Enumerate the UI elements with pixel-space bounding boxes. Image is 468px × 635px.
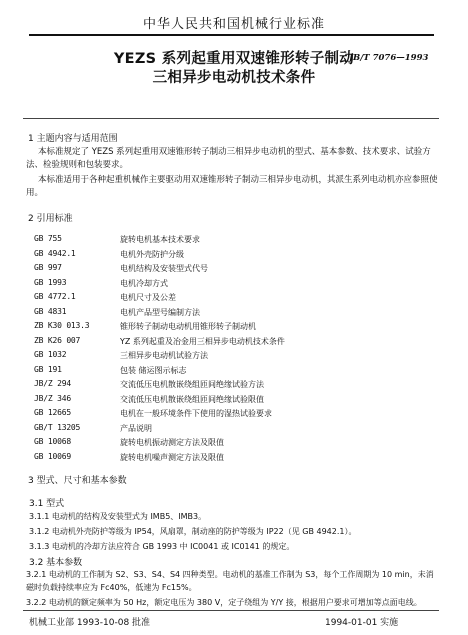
header-rule	[29, 34, 434, 36]
reference-title: 电机外壳防护分级	[120, 249, 184, 259]
reference-code: GB 191	[34, 364, 62, 374]
reference-title: 交流低压电机散嵌绕组匝间绝缘试验方法	[120, 380, 264, 389]
reference-title: 电机结构及安装型式代号	[120, 264, 208, 273]
approval-date: 机械工业部 1993-10-08 批准	[29, 618, 151, 628]
reference-code: GB 10068	[34, 437, 71, 446]
reference-code: GB 4942.1	[34, 248, 76, 258]
reference-code: GB 4772.1	[34, 292, 76, 301]
reference-title: 包装 储运图示标志	[120, 365, 187, 375]
reference-title: 旋转电机噪声测定方法及限值	[120, 452, 224, 462]
clause-3-1-heading: 3.1 型式	[29, 499, 65, 509]
issuing-organization: 中华人民共和国机械行业标准	[142, 17, 325, 32]
reference-title: 锥形转子制动电动机用锥形转子制动机	[120, 322, 256, 331]
reference-code: GB/T 13205	[34, 422, 81, 432]
title-divider	[23, 118, 439, 119]
reference-code: GB 755	[34, 234, 62, 243]
section-3-heading: 3 型式、尺寸和基本参数	[28, 476, 127, 486]
reference-code: GB 12665	[34, 408, 71, 417]
section-1-paragraph-2: 本标准适用于各种起重机械作主要驱动用双速锥形转子制动三相异步电动机，其派生系列电动机亦应参照使用。	[26, 175, 438, 198]
reference-code: GB 10069	[34, 451, 71, 461]
reference-title: 电机在一般环境条件下使用的湿热试验要求	[120, 409, 272, 418]
reference-code: GB 1993	[34, 277, 67, 287]
clause-3-2-1: 3.2.1 电动机的工作制为 S2、S3、S4、S4 四种类型。电动机的基准工作制为 S3，每个工作周期为 10 min，未消磁时负载持续率应为 Fc40%，低速为 Fc15%。	[26, 570, 434, 592]
reference-code: JB/Z 294	[34, 379, 71, 388]
implementation-date: 1994-01-01 实施	[325, 618, 399, 628]
reference-title: 电机冷却方式	[120, 278, 168, 288]
reference-code: ZB K26 007	[34, 335, 81, 345]
reference-title: 三相异步电动机试验方法	[120, 351, 208, 360]
standard-number: JB/T 7076—1993	[349, 53, 429, 63]
section-1-paragraph-1: 本标准规定了 YEZS 系列起重用双速锥形转子制动三相异步电动机的型式、基本参数、技术要求、试验方法、检验规则和包装要求。	[26, 147, 431, 170]
reference-title: YZ 系列起重及冶金用三相异步电动机技术条件	[120, 336, 285, 346]
clause-3-2-heading: 3.2 基本参数	[29, 558, 83, 568]
clause-3-1-2: 3.1.2 电动机外壳防护等级为 IP54，风扇罩，制动座的防护等级为 IP22（见 GB 4942.1）。	[29, 527, 357, 536]
section-2-heading: 2 引用标准	[28, 214, 73, 224]
reference-code: JB/Z 346	[34, 393, 71, 403]
standard-title-line1: YEZS 系列起重用双速锥形转子制动	[113, 51, 355, 67]
reference-title: 产品说明	[120, 423, 152, 433]
reference-title: 交流低压电机散嵌绕组匝间绝缘试验限值	[120, 394, 264, 404]
clause-3-1-3: 3.1.3 电动机的冷却方法应符合 GB 1993 中 IC0041 或 IC0141 的规定。	[29, 542, 295, 551]
reference-title: 电机产品型号编制方法	[120, 307, 200, 317]
reference-title: 电机尺寸及公差	[120, 293, 176, 302]
reference-code: GB 4831	[34, 306, 67, 316]
reference-title: 旋转电机振动测定方法及限值	[120, 438, 224, 447]
reference-code: GB 997	[34, 263, 62, 272]
section-1-heading: 1 主题内容与适用范围	[28, 134, 118, 144]
clause-3-2-2: 3.2.2 电动机的额定频率为 50 Hz，额定电压为 380 V，定子绕组为 Y/Y 接，根据用户要求可增加等点面电线。	[26, 598, 422, 607]
standard-title-line2: 三相异步电动机技术条件	[152, 70, 316, 86]
footer-rule	[23, 610, 439, 611]
reference-title: 旋转电机基本技术要求	[120, 235, 200, 244]
reference-code: ZB K30 013.3	[34, 321, 90, 330]
reference-code: GB 1032	[34, 350, 67, 359]
clause-3-1-1: 3.1.1 电动机的结构及安装型式为 IMB5、IMB3。	[29, 512, 207, 521]
